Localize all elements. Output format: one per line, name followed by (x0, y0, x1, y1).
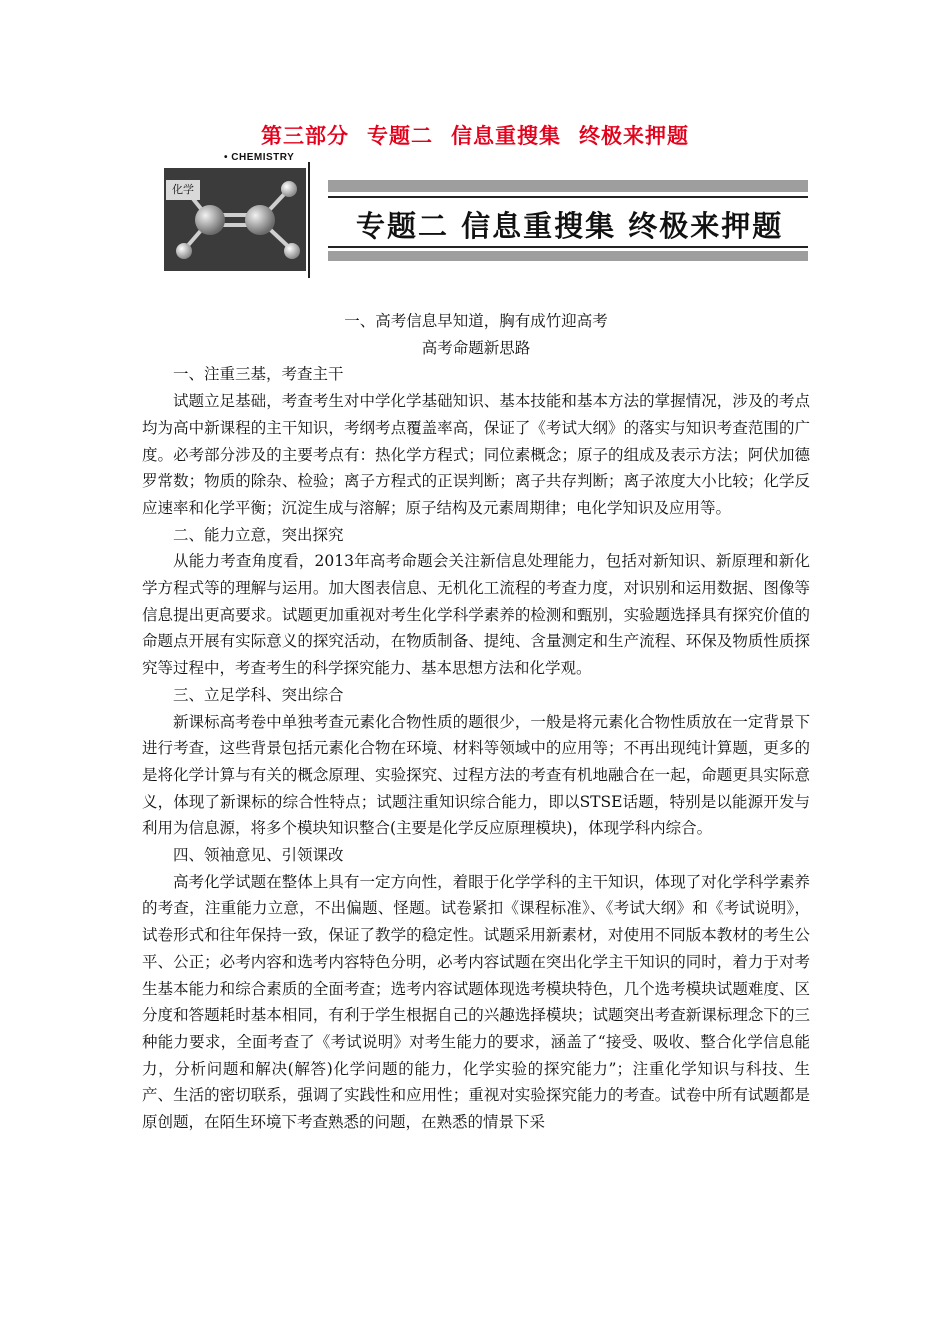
banner-bar (328, 180, 808, 192)
banner-bar (328, 251, 808, 261)
title-part: 信息重搜集 (451, 123, 561, 148)
document-body (142, 308, 810, 1136)
chemistry-badge: 化学 (166, 180, 200, 200)
main-heading: 一、高考信息早知道，胸有成竹迎高考 (344, 312, 608, 330)
title-part: 专题二 (367, 123, 433, 148)
sub-heading: 高考命题新思路 (421, 338, 531, 357)
topic-banner (158, 152, 818, 280)
section-paragraph: 试题立足基础，考查考生对中学化学基础知识、基本技能和基本方法的掌握情况，涉及的考点均为高中新课程的主干知识，考纲考点覆盖率高，保证了《考试大纲》的落实与知识考查范围的广度。必考部分涉及的主要考点有：热化学方程式；同位素概念；原子的组成及表示方法；阿伏加德罗常数；物质的除杂、检验；离子方程式的正误判断；离子共存判断；离子浓度大小比较；化学反应速率和化学平衡；沉淀生成与溶解；原子结构及元素周期律；电化学知识及应用等。 (142, 392, 810, 517)
banner-title: 专题二 信息重搜集 终极来押题 (356, 209, 784, 243)
chemistry-label: • CHEMISTRY (224, 152, 295, 163)
section-heading: 二、能力立意，突出探究 (173, 525, 344, 544)
page-title (0, 120, 950, 150)
molecule-image (164, 168, 306, 271)
banner-divider (308, 162, 310, 278)
section-paragraph: 高考化学试题在整体上具有一定方向性，着眼于化学学科的主干知识，体现了对化学科学素养的考查，注重能力立意，不出偏题、怪题。试卷紧扣《课程标准》、《考试大纲》和《考试说明》，试卷形式和往年保持一致，保证了教学的稳定性。试题采用新素材，对使用不同版本教材的考生公平、公正；必考内容和选考内容特色分明，必考内容试题在突出化学主干知识的同时，着力于对考生基本能力和综合素质的全面考查；选考内容试题体现选考模块特色，几个选考模块试题难度、区分度和答题耗时基本相同，有利于学生根据自己的兴趣选择模块；试题突出考查新课标理念下的三种能力要求，全面考查了《考试说明》对考生能力的要求，涵盖了“接受、吸收、整合化学信息能力，分析问题和解决(解答)化学问题的能力，化学实验的探究能力”；注重化学知识与科技、生产、生活的密切联系，强调了实践性和应用性；重视对实验探究能力的考查。试卷中所有试题都是原创题，在陌生环境下考查熟悉的问题，在熟悉的情景下采 (142, 872, 810, 1132)
section-paragraph: 新课标高考卷中单独考查元素化合物性质的题很少，一般是将元素化合物性质放在一定背景下进行考查，这些背景包括元素化合物在环境、材料等领域中的应用等；不再出现纯计算题，更多的是将化学计算与有关的概念原理、实验探究、过程方法的考查有机地融合在一起，命题更具实际意义，体现了新课标的综合性特点；试题注重知识综合能力，即以STSE话题，特别是以能源开发与利用为信息源，将多个模块知识整合(主要是化学反应原理模块)，体现学科内综合。 (142, 712, 810, 838)
banner-rule (328, 246, 808, 248)
banner-rule (328, 196, 808, 198)
section-heading: 一、注重三基，考查主干 (173, 365, 344, 384)
title-part: 第三部分 (261, 123, 349, 148)
section-paragraph: 从能力考查角度看，2013年高考命题会关注新信息处理能力，包括对新知识、新原理和新化学方程式等的理解与运用。加大图表信息、无机化工流程的考查力度，对识别和运用数据、图像等信息提出更高要求。试题更加重视对考生化学科学素养的检测和甄别，实验题选择具有探究价值的命题点开展有实际意义的探究活动，在物质制备、提纯、含量测定和生产流程、环保及物质性质探究等过程中，考查考生的科学探究能力、基本思想方法和化学观。 (142, 552, 810, 678)
section-heading: 四、领袖意见、引领课改 (173, 846, 344, 865)
title-part: 终极来押题 (579, 123, 689, 148)
section-heading: 三、立足学科、突出综合 (173, 685, 344, 704)
